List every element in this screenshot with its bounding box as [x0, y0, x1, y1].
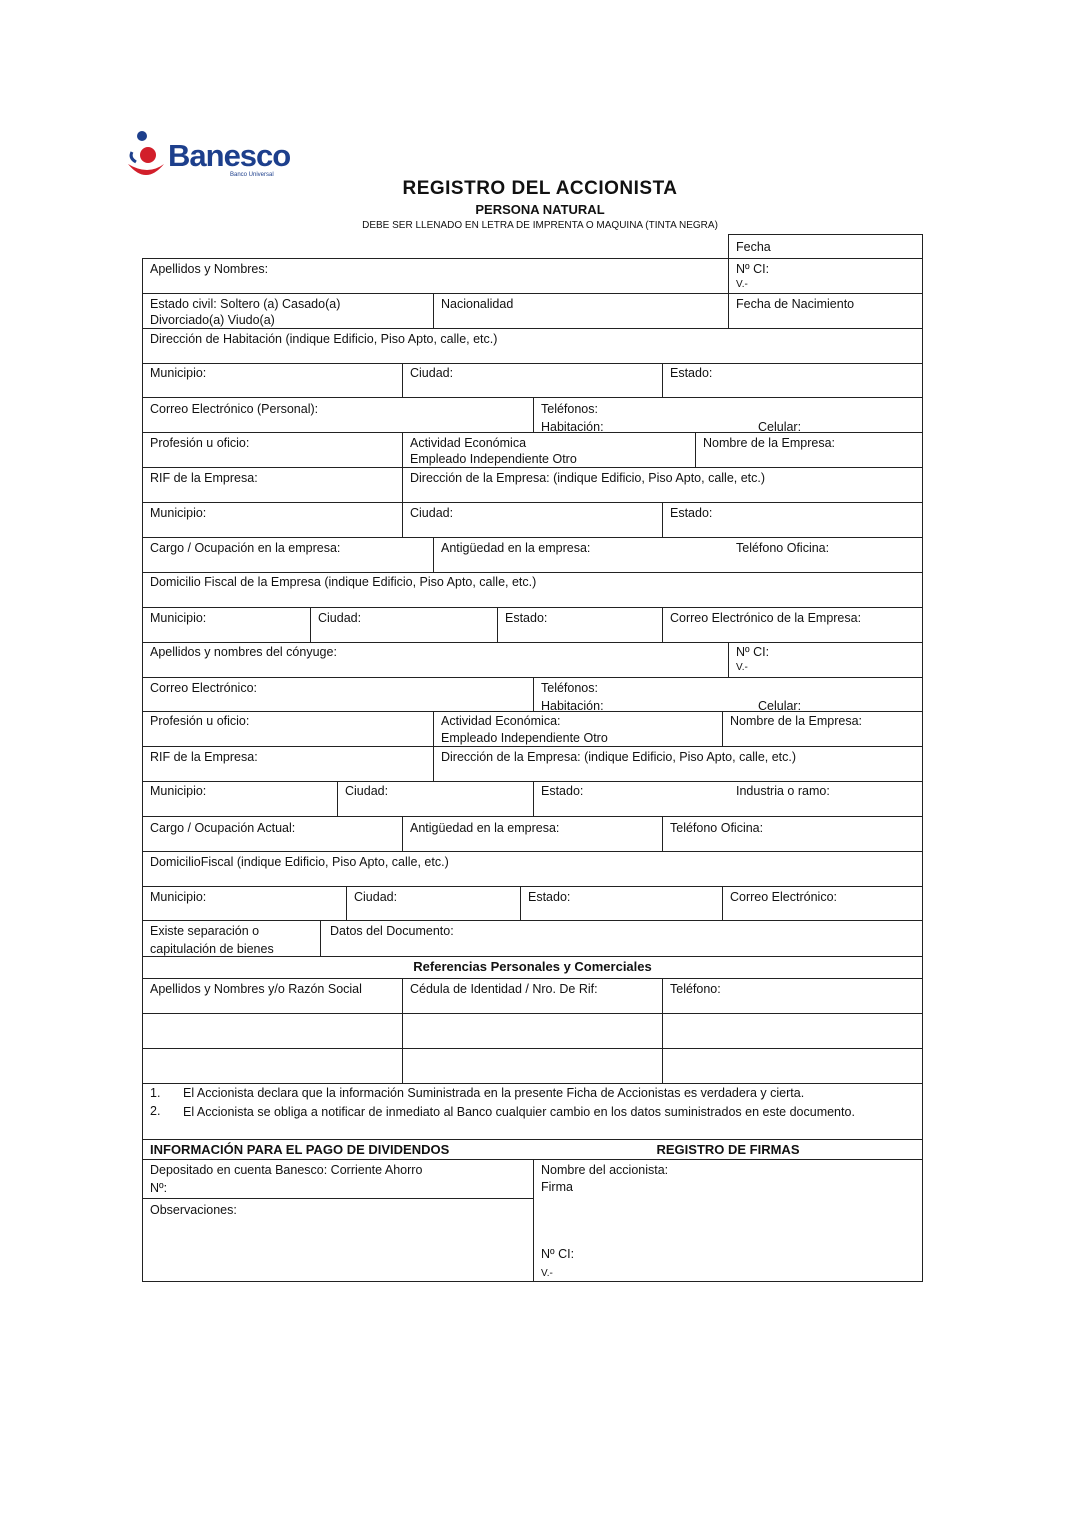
direccion-empresa-label[interactable]: Dirección de la Empresa: (indique Edificio, Piso Apto, calle, etc.) [410, 471, 766, 485]
col-line [402, 502, 403, 537]
col-line [402, 363, 403, 397]
separacion-bienes-label[interactable]: Existe separación o [150, 924, 260, 938]
ciudad-label[interactable]: Ciudad: [410, 366, 454, 380]
telefonos-label: Teléfonos: [541, 402, 598, 416]
estado-label[interactable]: Estado: [670, 366, 713, 380]
municipio-label[interactable]: Municipio: [150, 784, 207, 798]
ciudad-label[interactable]: Ciudad: [410, 506, 454, 520]
fecha-box-top [728, 234, 923, 235]
col-line [533, 1159, 534, 1281]
v-label: V.- [541, 1268, 553, 1279]
row-line [142, 956, 923, 957]
col-line [346, 886, 347, 920]
estado-label[interactable]: Estado: [670, 506, 713, 520]
datos-documento-label[interactable]: Datos del Documento: [330, 924, 454, 938]
col-line [402, 467, 403, 502]
col-line [433, 711, 434, 746]
apellidos-conyuge-label[interactable]: Apellidos y nombres del cónyuge: [150, 645, 337, 659]
antiguedad-label[interactable]: Antigüedad en la empresa: [441, 541, 591, 555]
apellidos-nombres-label[interactable]: Apellidos y Nombres: [150, 262, 269, 276]
municipio-label[interactable]: Municipio: [150, 366, 207, 380]
form-title: REGISTRO DEL ACCIONISTA [402, 178, 678, 199]
cargo-actual-label[interactable]: Cargo / Ocupación Actual: [150, 821, 296, 835]
cargo-label[interactable]: Cargo / Ocupación en la empresa: [150, 541, 341, 555]
municipio-label[interactable]: Municipio: [150, 890, 207, 904]
col-line [722, 711, 723, 746]
row-line [142, 1083, 923, 1084]
row-line [142, 816, 923, 817]
correo-empresa-label[interactable]: Correo Electrónico de la Empresa: [670, 611, 862, 625]
nombre-empresa-label[interactable]: Nombre de la Empresa: [730, 714, 863, 728]
row-line [142, 1048, 923, 1049]
border-left [142, 258, 143, 1282]
declaracion-1: El Accionista declara que la información Suministrada en la presente Ficha de Accionistas es verdadera y cierta. [183, 1086, 805, 1100]
declaracion-1-number: 1. [150, 1086, 161, 1100]
col-line [662, 363, 663, 397]
col-line [728, 293, 729, 328]
rif-label[interactable]: RIF de la Empresa: [150, 471, 258, 485]
logo-wordmark: Banesco [168, 138, 291, 173]
municipio-label[interactable]: Municipio: [150, 611, 207, 625]
estado-civil-label[interactable]: Estado civil: Soltero (a) Casado(a) [150, 297, 341, 311]
habitacion-label[interactable]: Habitación: [541, 699, 604, 713]
industria-label[interactable]: Industria o ramo: [736, 784, 830, 798]
domicilio-fiscal-label[interactable]: DomicilioFiscal (indique Edificio, Piso Apto, calle, etc.) [150, 855, 449, 869]
antiguedad-label[interactable]: Antigüedad en la empresa: [410, 821, 560, 835]
row-line [142, 572, 923, 573]
col-line [402, 432, 403, 467]
firma-label[interactable]: Firma [541, 1180, 573, 1194]
col-line [337, 781, 338, 816]
estado-civil-options[interactable]: Divorciado(a) Viudo(a) [150, 313, 275, 327]
row-line [142, 920, 923, 921]
nombre-empresa-label[interactable]: Nombre de la Empresa: [703, 436, 836, 450]
row-line [142, 1198, 533, 1199]
col-line [695, 432, 696, 467]
row-line [142, 1139, 923, 1140]
rif-label[interactable]: RIF de la Empresa: [150, 750, 258, 764]
estado-label[interactable]: Estado: [505, 611, 548, 625]
correo-label[interactable]: Correo Electrónico: [150, 681, 257, 695]
referencias-heading: Referencias Personales y Comerciales [413, 959, 652, 974]
municipio-label[interactable]: Municipio: [150, 506, 207, 520]
form-instructions: DEBE SER LLENADO EN LETRA DE IMPRENTA O MAQUINA (TINTA NEGRA) [362, 220, 718, 231]
row-line [142, 467, 923, 468]
row-line [142, 1281, 923, 1282]
ciudad-label[interactable]: Ciudad: [345, 784, 389, 798]
col-line [497, 607, 498, 642]
border-right [922, 234, 923, 1282]
fecha-nacimiento-label[interactable]: Fecha de Nacimiento [736, 297, 855, 311]
ref-cedula-header: Cédula de Identidad / Nro. De Rif: [410, 982, 598, 996]
banesco-emblem-icon [126, 128, 170, 184]
col-line [662, 816, 663, 851]
row-line [142, 258, 923, 259]
row-line [142, 502, 923, 503]
col-line [662, 502, 663, 537]
info-dividendos-heading: INFORMACIÓN PARA EL PAGO DE DIVIDENDOS [150, 1142, 450, 1157]
row-line [142, 537, 923, 538]
row-line [142, 746, 923, 747]
col-line [533, 397, 534, 432]
col-line [520, 886, 521, 920]
direccion-habitacion-label[interactable]: Dirección de Habitación (indique Edificio, Piso Apto, calle, etc.) [150, 332, 498, 346]
profesion-label[interactable]: Profesión u oficio: [150, 714, 250, 728]
banesco-logo [126, 128, 306, 184]
fecha-label: Fecha [736, 240, 771, 254]
row-line [142, 607, 923, 608]
celular-label[interactable]: Celular: [758, 420, 802, 434]
actividad-label: Actividad Económica [410, 436, 527, 450]
col-line [533, 781, 534, 816]
v-label: V.- [736, 279, 748, 290]
separacion-bienes-label-2: capitulación de bienes [150, 942, 274, 956]
declaracion-2: El Accionista se obliga a notificar de inmediato al Banco cualquier cambio en los datos suministrados en este documento. [183, 1105, 855, 1119]
col-line [533, 677, 534, 711]
estado-label[interactable]: Estado: [541, 784, 584, 798]
cuenta-numero-label[interactable]: Nº: [150, 1181, 168, 1195]
row-line [142, 978, 923, 979]
ref-telefono-header: Teléfono: [670, 982, 721, 996]
actividad-label: Actividad Económica: [441, 714, 561, 728]
form-subtitle: PERSONA NATURAL [475, 202, 605, 217]
col-line [728, 642, 729, 677]
domicilio-fiscal-label[interactable]: Domicilio Fiscal de la Empresa (indique Edificio, Piso Apto, calle, etc.) [150, 575, 537, 589]
declaracion-2-number: 2. [150, 1104, 161, 1118]
col-line [433, 537, 434, 572]
correo-label[interactable]: Correo Electrónico: [730, 890, 837, 904]
row-line [142, 363, 923, 364]
col-line [662, 978, 663, 1083]
row-line [142, 886, 923, 887]
v-label: V.- [736, 662, 748, 673]
col-line [722, 886, 723, 920]
row-line [142, 711, 923, 712]
row-line [142, 328, 923, 329]
habitacion-label[interactable]: Habitación: [541, 420, 604, 434]
row-line [142, 293, 923, 294]
logo-tagline: Banco Universal [230, 172, 274, 178]
row-line [142, 1013, 923, 1014]
nombre-accionista-label[interactable]: Nombre del accionista: [541, 1163, 669, 1177]
col-line [402, 816, 403, 851]
col-line [320, 920, 321, 956]
col-line [402, 978, 403, 1083]
depositado-label[interactable]: Depositado en cuenta Banesco: Corriente Ahorro [150, 1163, 423, 1177]
fecha-box-left [728, 234, 729, 258]
telefono-oficina-label[interactable]: Teléfono Oficina: [670, 821, 764, 835]
ci-label[interactable]: Nº CI: [736, 262, 770, 276]
correo-personal-label[interactable]: Correo Electrónico (Personal): [150, 402, 319, 416]
ci-label[interactable]: Nº CI: [736, 645, 770, 659]
celular-label[interactable]: Celular: [758, 699, 802, 713]
col-line [310, 607, 311, 642]
ciudad-label[interactable]: Ciudad: [354, 890, 398, 904]
observaciones-label[interactable]: Observaciones: [150, 1203, 237, 1217]
nacionalidad-label[interactable]: Nacionalidad [441, 297, 514, 311]
actividad-options[interactable]: Empleado Independiente Otro [441, 731, 608, 745]
profesion-label[interactable]: Profesión u oficio: [150, 436, 250, 450]
row-line [142, 432, 923, 433]
col-line [433, 746, 434, 781]
row-line [142, 851, 923, 852]
estado-label[interactable]: Estado: [528, 890, 571, 904]
direccion-empresa-label[interactable]: Dirección de la Empresa: (indique Edificio, Piso Apto, calle, etc.) [441, 750, 797, 764]
col-line [433, 293, 434, 328]
telefonos-label: Teléfonos: [541, 681, 598, 695]
row-line [142, 642, 923, 643]
ref-nombres-header: Apellidos y Nombres y/o Razón Social [150, 982, 362, 996]
telefono-oficina-label[interactable]: Teléfono Oficina: [736, 541, 830, 555]
actividad-options[interactable]: Empleado Independiente Otro [410, 452, 577, 466]
col-line [662, 607, 663, 642]
ci-label[interactable]: Nº CI: [541, 1247, 575, 1261]
col-line [728, 258, 729, 293]
ciudad-label[interactable]: Ciudad: [318, 611, 362, 625]
registro-firmas-heading: REGISTRO DE FIRMAS [656, 1142, 800, 1157]
